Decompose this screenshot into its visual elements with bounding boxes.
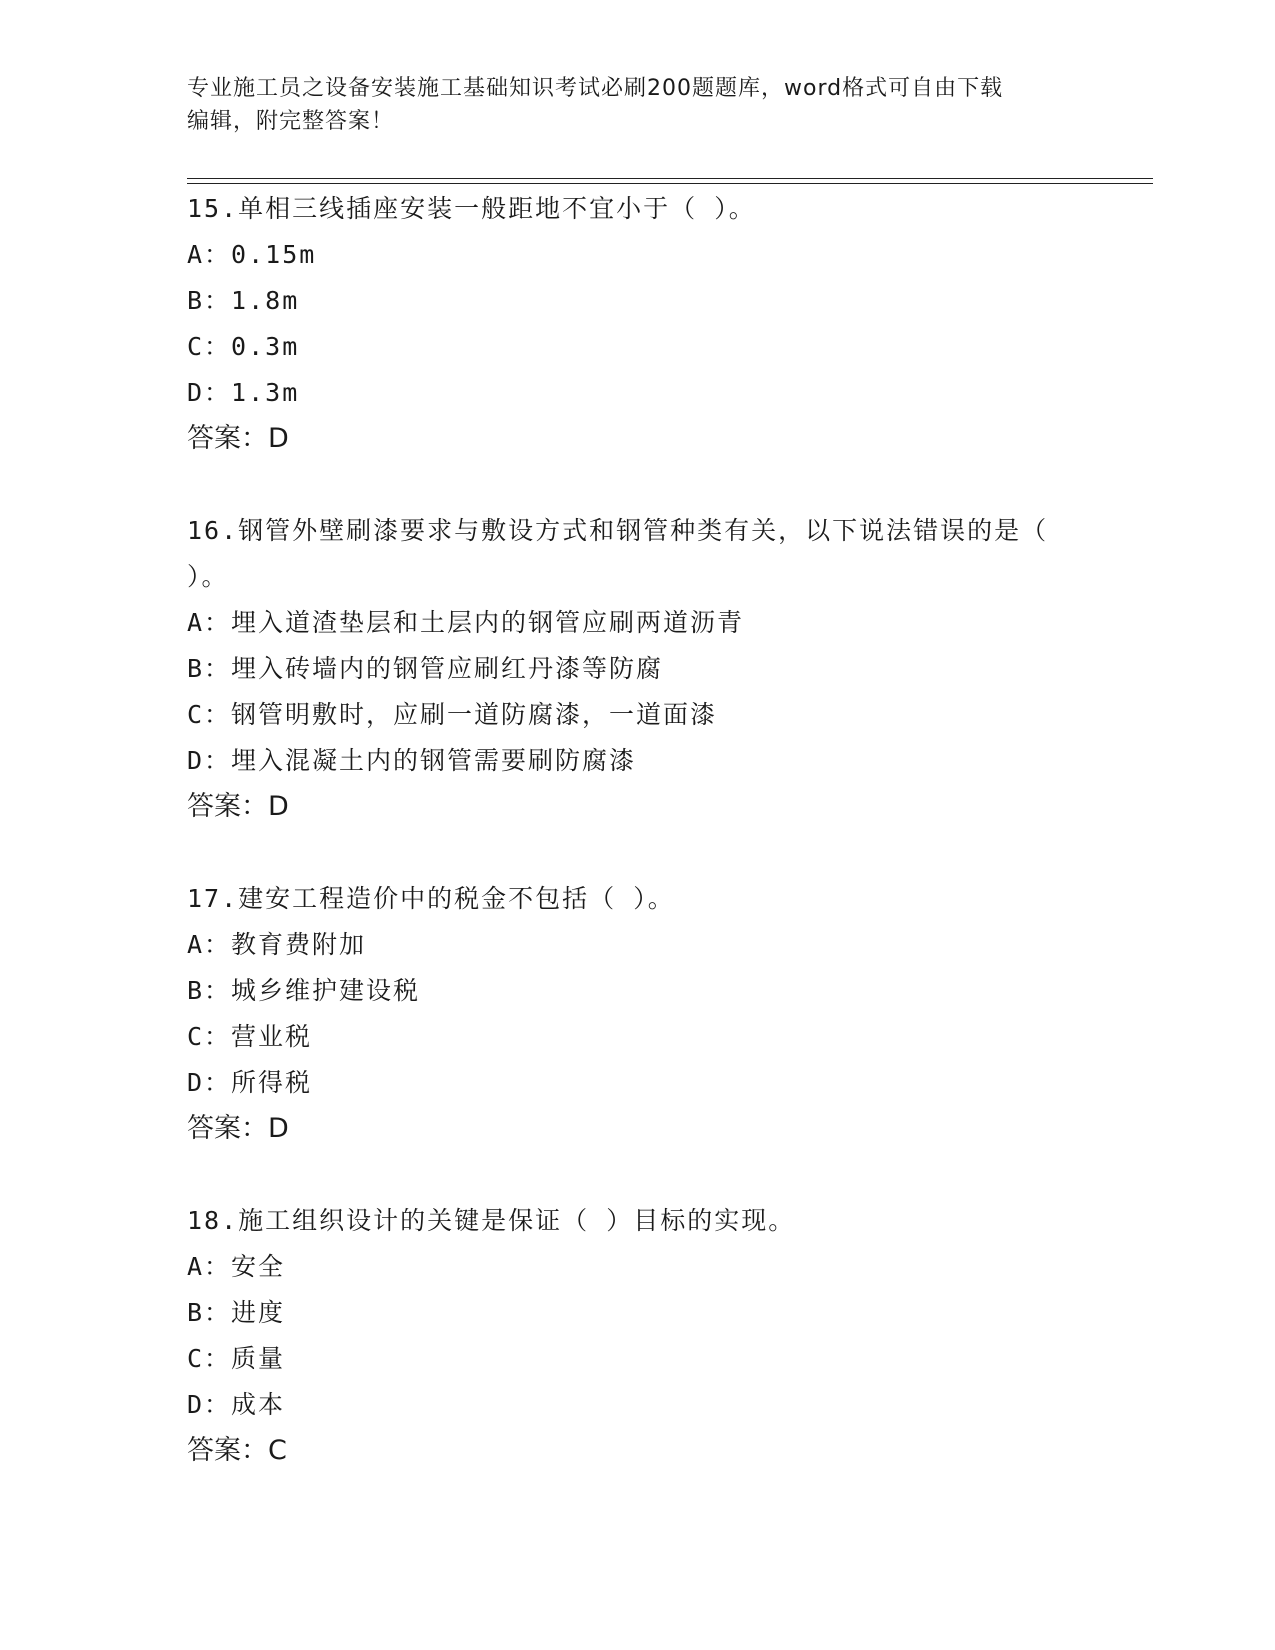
option-c: C：钢管明敷时，应刷一道防腐漆，一道面漆	[187, 700, 718, 729]
answer-line: 答案：D	[187, 1113, 289, 1144]
option-d: D：1.3m	[187, 378, 300, 407]
option-a: A：教育费附加	[187, 930, 367, 959]
answer-line: 答案：D	[187, 423, 289, 454]
question-title: 17.建安工程造价中的税金不包括（ ）。	[187, 884, 675, 913]
question-title: 18.施工组织设计的关键是保证（ ）目标的实现。	[187, 1206, 796, 1235]
question-title: 16.钢管外壁刷漆要求与敷设方式和钢管种类有关，以下说法错误的是（ ）。	[187, 516, 1066, 591]
option-b: B：城乡维护建设税	[187, 976, 421, 1005]
option-c: C：0.3m	[187, 332, 300, 361]
document-header	[187, 72, 1087, 138]
option-a: A：埋入道渣垫层和土层内的钢管应刷两道沥青	[187, 608, 745, 637]
header-line-1: 专业施工员之设备安装施工基础知识考试必刷200题题库，word格式可自由下载	[187, 76, 1004, 101]
header-line-2: 编辑，附完整答案！	[187, 109, 395, 134]
option-d: D：成本	[187, 1390, 286, 1419]
question-list	[187, 186, 1087, 1520]
option-d: D：所得税	[187, 1068, 313, 1097]
question-16	[187, 508, 1087, 830]
option-d: D：埋入混凝土内的钢管需要刷防腐漆	[187, 746, 637, 775]
answer-line: 答案：C	[187, 1435, 287, 1466]
header-divider-bottom	[187, 183, 1153, 184]
question-title: 15.单相三线插座安装一般距地不宜小于（ ）。	[187, 194, 756, 223]
option-b: B：埋入砖墙内的钢管应刷红丹漆等防腐	[187, 654, 664, 683]
question-17	[187, 876, 1087, 1152]
option-c: C：营业税	[187, 1022, 313, 1051]
option-b: B：1.8m	[187, 286, 300, 315]
question-15	[187, 186, 1087, 462]
answer-line: 答案：D	[187, 791, 289, 822]
header-divider-top	[187, 178, 1153, 179]
option-c: C：质量	[187, 1344, 286, 1373]
question-18	[187, 1198, 1087, 1474]
option-b: B：进度	[187, 1298, 286, 1327]
option-a: A：0.15m	[187, 240, 317, 269]
option-a: A：安全	[187, 1252, 286, 1281]
